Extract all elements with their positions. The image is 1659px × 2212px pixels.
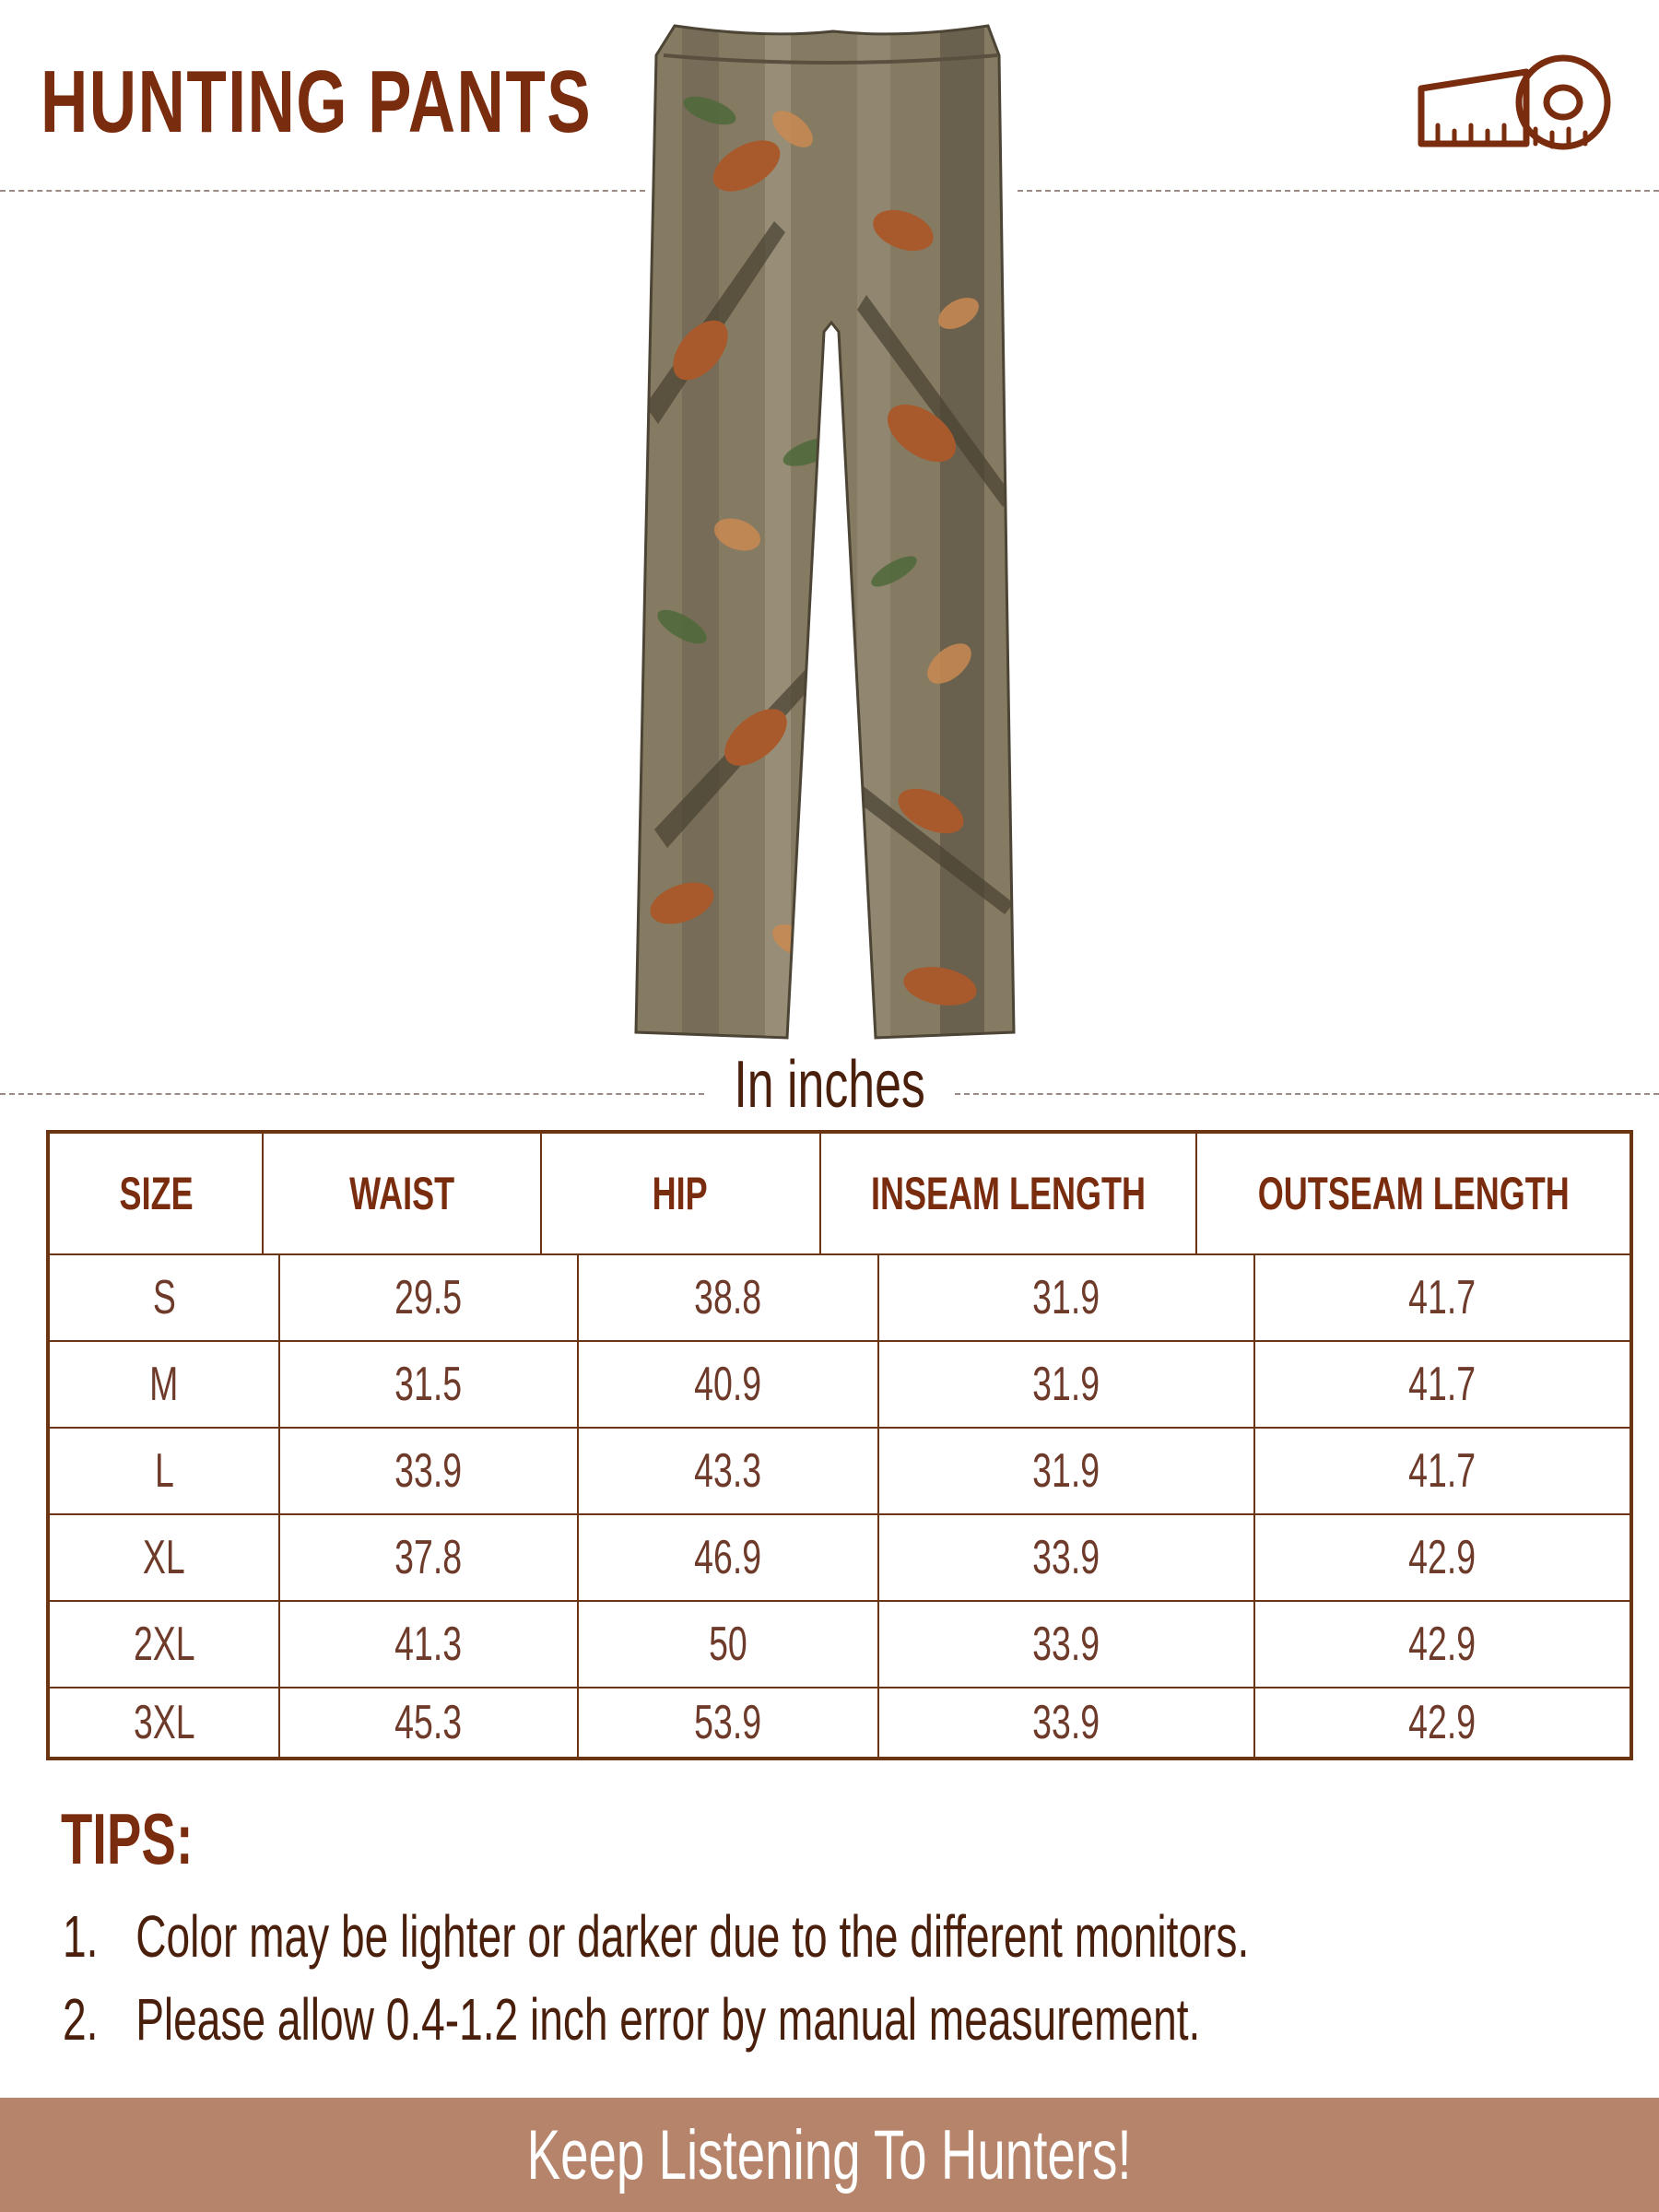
header-outseam: OUTSEAM LENGTH [1257, 1168, 1570, 1219]
table-row [50, 1515, 1630, 1600]
cell-outseam: 41.7 [1408, 1271, 1477, 1324]
cell-size: 2XL [50, 1602, 280, 1687]
cell-outseam: 42.9 [1408, 1531, 1477, 1584]
table-row [50, 1429, 1630, 1513]
table-row [50, 1342, 1630, 1427]
size-chart-table [46, 1130, 1633, 1760]
cell-size: M [50, 1342, 280, 1427]
cell-inseam: 31.9 [879, 1255, 1255, 1340]
cell-hip: 46.9 [579, 1515, 879, 1600]
table-row [50, 1688, 1630, 1757]
header-divider-right [1018, 190, 1659, 192]
camo-pants-image [627, 18, 1036, 1041]
cell-outseam: 42.9 [1408, 1618, 1477, 1671]
cell-outseam: 42.9 [1408, 1696, 1477, 1749]
cell-size: S [50, 1255, 280, 1340]
measuring-tape-icon [1416, 52, 1615, 153]
tip-text: Color may be lighter or darker due to the different monitors. [135, 1903, 1250, 1970]
cell-waist: 45.3 [280, 1688, 579, 1757]
cell-inseam: 33.9 [879, 1515, 1255, 1600]
cell-waist: 33.9 [280, 1429, 579, 1513]
header-divider-left [0, 190, 645, 192]
tip-item [63, 1902, 1249, 1971]
cell-size: 3XL [50, 1688, 280, 1757]
header-hip: HIP [542, 1134, 821, 1253]
cell-inseam: 31.9 [879, 1342, 1255, 1427]
cell-size: L [50, 1429, 280, 1513]
cell-waist: 31.5 [280, 1342, 579, 1427]
units-label [0, 1047, 1659, 1123]
header-inseam: INSEAM LENGTH [821, 1134, 1197, 1253]
table-header-row [50, 1134, 1630, 1253]
footer-slogan: Keep Listening To Hunters! [526, 2115, 1133, 2194]
cell-outseam: 41.7 [1408, 1444, 1477, 1498]
units-label-text: In inches [734, 1048, 925, 1122]
cell-inseam: 33.9 [879, 1688, 1255, 1757]
cell-hip: 43.3 [579, 1429, 879, 1513]
cell-hip: 40.9 [579, 1342, 879, 1427]
tip-item [63, 1985, 1200, 2053]
table-row [50, 1602, 1630, 1687]
cell-hip: 38.8 [579, 1255, 879, 1340]
tips-heading: TIPS: [61, 1798, 194, 1879]
cell-waist: 41.3 [280, 1602, 579, 1687]
tip-number: 2. [63, 1986, 99, 2053]
page-title: HUNTING PANTS [41, 53, 593, 151]
table-row [50, 1255, 1630, 1340]
tip-number: 1. [63, 1903, 99, 1970]
cell-waist: 37.8 [280, 1515, 579, 1600]
header-waist: WAIST [264, 1134, 541, 1253]
cell-inseam: 33.9 [879, 1602, 1255, 1687]
cell-outseam: 41.7 [1408, 1358, 1477, 1411]
cell-waist: 29.5 [280, 1255, 579, 1340]
cell-size: XL [50, 1515, 280, 1600]
tip-text: Please allow 0.4-1.2 inch error by manual measurement. [135, 1986, 1201, 2053]
cell-hip: 50 [579, 1602, 879, 1687]
cell-hip: 53.9 [579, 1688, 879, 1757]
header-size: SIZE [50, 1134, 264, 1253]
footer-banner [0, 2098, 1659, 2212]
cell-inseam: 31.9 [879, 1429, 1255, 1513]
